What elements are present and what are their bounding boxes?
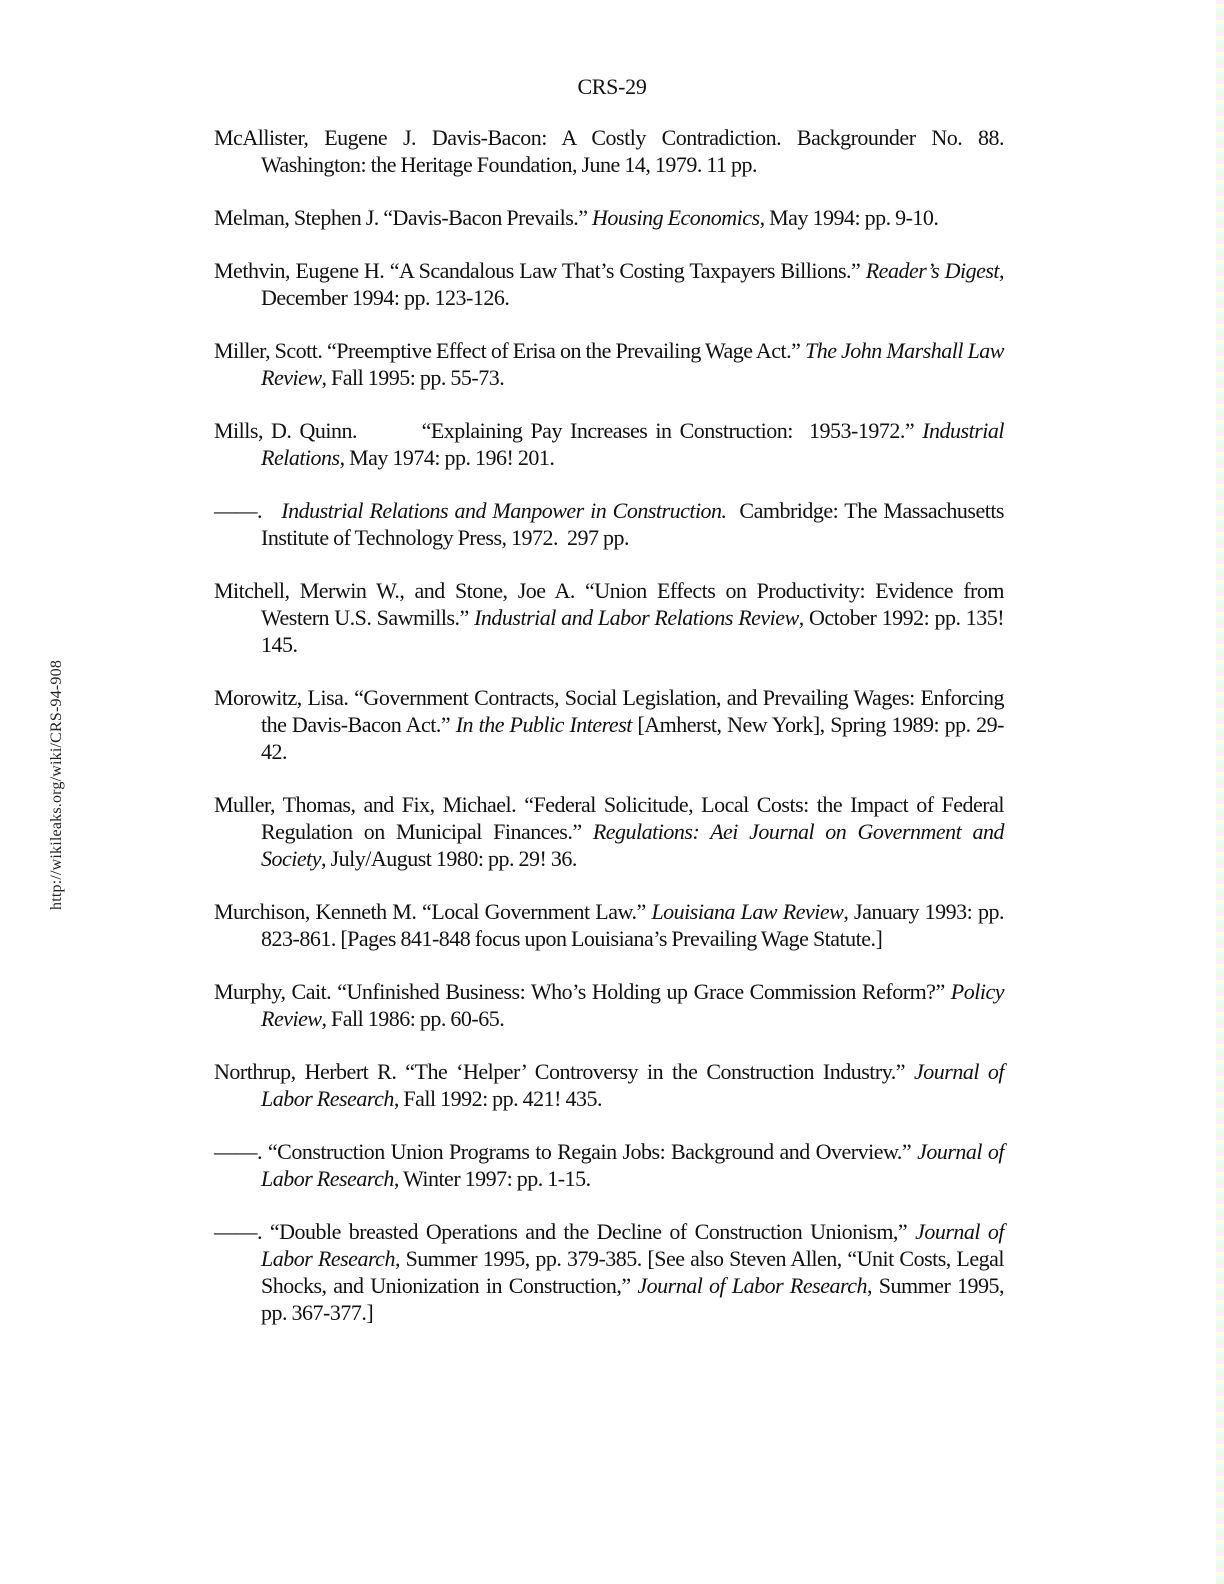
ref-author: Morowitz, Lisa. [214, 685, 349, 710]
reference-entry [214, 577, 1004, 658]
ref-text: “The ‘Helper’ Controversy in the Construction Industry.” [396, 1059, 914, 1084]
reference-entry [214, 1218, 1004, 1326]
reference-entry [214, 497, 1009, 551]
ref-details: , December 1994: pp. 123-126. [261, 258, 1005, 310]
ref-details: , Winter 1997: pp. 1-15. [393, 1166, 591, 1191]
ref-details: , Fall 1995: pp. 55-73. [321, 365, 505, 390]
ref-author: ——. [214, 1139, 262, 1164]
reference-entry [214, 898, 1004, 952]
ref-source: Industrial Relations and Manpower in Construction. [281, 498, 727, 523]
ref-source: Regulations: Aei Journal on Government and Society [261, 819, 1004, 871]
ref-text: “Unfinished Business: Who’s Holding up Grace Commission Reform?” [331, 979, 951, 1004]
ref-source: Journal of Labor Research [261, 1139, 1004, 1191]
ref-source-secondary: Journal of Labor Research [637, 1273, 867, 1298]
ref-text [262, 498, 281, 523]
reference-entry [214, 684, 1004, 765]
scan-edge-artifact [1216, 0, 1224, 1584]
ref-source: In the Public Interest [455, 712, 632, 737]
ref-details-secondary: , Summer 1995, pp. 367-377.] [261, 1273, 1004, 1325]
ref-author: Mills, D. Quinn. [214, 418, 357, 443]
ref-details: , Fall 1986: pp. 60-65. [321, 1006, 505, 1031]
reference-list [214, 124, 1009, 1352]
ref-author: Murphy, Cait. [214, 979, 332, 1004]
page-header: CRS-29 [577, 74, 647, 99]
ref-author: Miller, Scott. [214, 338, 323, 363]
ref-details: , October 1992: pp. 135! 145. [261, 605, 1005, 657]
reference-entry [214, 1138, 1004, 1192]
ref-source: Journal of Labor Research [261, 1059, 1004, 1111]
ref-details: , May 1974: pp. 196! 201. [339, 445, 555, 470]
ref-source: Policy Review [261, 979, 1004, 1031]
ref-text: “Union Effects on Productivity: Evidence from Western U.S. Sawmills.” [261, 578, 1004, 630]
ref-source: Louisiana Law Review [651, 899, 844, 924]
ref-author: ——. [214, 498, 262, 523]
ref-text: “Preemptive Effect of Erisa on the Prevailing Wage Act.” [322, 338, 805, 363]
ref-details: , May 1994: pp. 9-10. [759, 205, 939, 230]
ref-text: “Construction Union Programs to Regain Jobs: Background and Overview.” [262, 1139, 918, 1164]
ref-source: The John Marshall Law Review [261, 338, 1004, 390]
ref-text: “Double breasted Operations and the Decline of Construction Unionism,” [262, 1219, 916, 1244]
ref-text: “Local Government Law.” [416, 899, 652, 924]
ref-details: , Fall 1992: pp. 421! 435. [393, 1086, 603, 1111]
reference-entry [214, 337, 1004, 391]
reference-entry [214, 124, 1004, 178]
ref-details: , July/August 1980: pp. 29! 36. [321, 846, 577, 871]
ref-details: Cambridge: The Massachusetts Institute of Technology Press, 1972. 297 pp. [261, 498, 1009, 550]
reference-entry [214, 417, 1009, 471]
ref-details: , Summer 1995, pp. 379-385. [See also Steven Allen, “Unit Costs, Legal Shocks, and Unionization in Construction,” [261, 1246, 1004, 1298]
ref-source: Journal of Labor Research [261, 1219, 1004, 1271]
ref-text: “Davis-Bacon Prevails.” [378, 205, 593, 230]
ref-author: Northrup, Herbert R. [214, 1059, 397, 1084]
ref-author: Methvin, Eugene H. [214, 258, 385, 283]
ref-source: Housing Economics [592, 205, 760, 230]
ref-author: Mitchell, Merwin W., and Stone, Joe A. [214, 578, 575, 603]
ref-details: [Amherst, New York], Spring 1989: pp. 29-42. [261, 712, 1004, 764]
ref-source: Reader’s Digest [865, 258, 1000, 283]
reference-entry [214, 257, 1004, 311]
ref-text: “Explaining Pay Increases in Construction: 1953-1972.” [357, 418, 923, 443]
ref-text: “A Scandalous Law That’s Costing Taxpayers Billions.” [384, 258, 866, 283]
ref-author: Melman, Stephen J. [214, 205, 379, 230]
ref-details: , January 1993: pp. 823-861. [Pages 841-848 focus upon Louisiana’s Prevailing Wage Statute.] [261, 899, 1004, 951]
ref-source: Industrial and Labor Relations Review [474, 605, 799, 630]
reference-entry [214, 791, 1004, 872]
ref-author: McAllister, Eugene J. [214, 125, 417, 150]
ref-author: ——. [214, 1219, 262, 1244]
ref-text: Davis-Bacon: A Costly Contradiction. Backgrounder No. 88. Washington: the Heritage Foundation, June 14, 1979. 11 pp. [261, 125, 1005, 177]
side-url-watermark: http://wikileaks.org/wiki/CRS-94-908 [48, 659, 65, 910]
ref-author: Murchison, Kenneth M. [214, 899, 417, 924]
reference-entry [214, 1058, 1004, 1112]
ref-text: “Government Contracts, Social Legislation, and Prevailing Wages: Enforcing the Davis-Bacon Act.” [261, 685, 1004, 737]
ref-author: Muller, Thomas, and Fix, Michael. [214, 792, 517, 817]
reference-entry [214, 978, 1004, 1032]
ref-text: “Federal Solicitude, Local Costs: the Impact of Federal Regulation on Municipal Finances.” [261, 792, 1004, 844]
ref-source: Industrial Relations [261, 418, 1009, 470]
reference-entry [214, 204, 1004, 231]
